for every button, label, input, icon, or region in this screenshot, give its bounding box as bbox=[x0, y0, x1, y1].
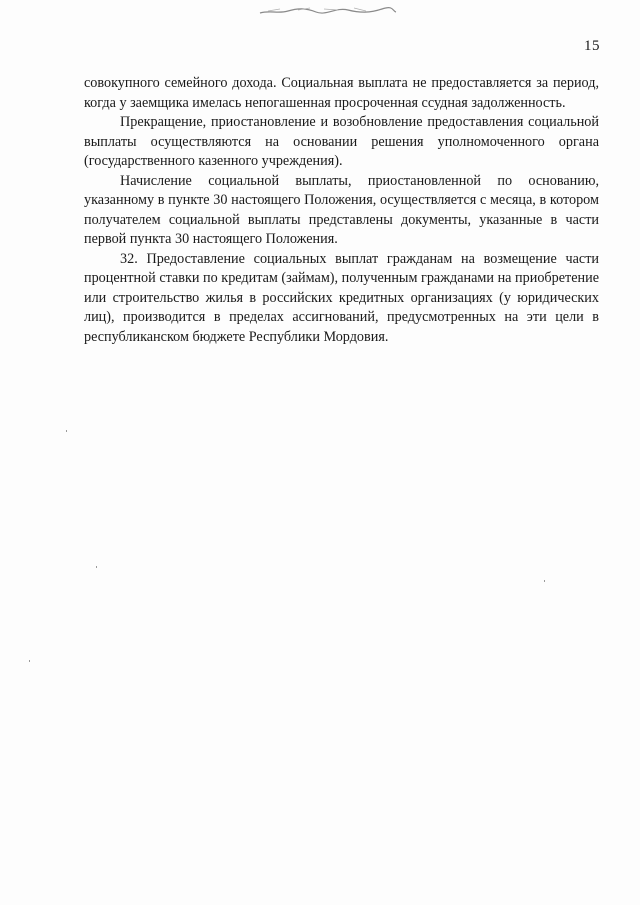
scan-speck bbox=[66, 430, 67, 432]
page-number: 15 bbox=[584, 38, 600, 54]
document-body bbox=[84, 74, 599, 347]
scan-speck bbox=[96, 566, 97, 568]
paragraph-termination: Прекращение, приостановление и возобновление предоставления социальной выплаты осуществляются на основании решения уполномоченного органа (государственного казенного учреждения). bbox=[84, 114, 599, 169]
paragraph-32: 32. Предоставление социальных выплат гражданам на возмещение части процентной ставки по кредитам (займам), полученным гражданами на приобретение или строительство жилья в российских кредитных организациях (у юридических лиц), производится в пределах ассигнований, предусмотренных на эти цели в республиканском бюджете Республики Мордовия. bbox=[84, 250, 599, 345]
paragraph-continuation: совокупного семейного дохода. Социальная выплата не предоставляется за период, когда у заемщика имелась непогашенная просроченная ссудная задолженность. bbox=[84, 75, 599, 111]
paragraph-accrual: Начисление социальной выплаты, приостановленной по основанию, указанному в пункте 30 настоящего Положения, осуществляется с месяца, в котором получателем социальной выплаты представлены документы, указанные в части первой пункта 30 настоящего Положения. bbox=[84, 172, 599, 247]
scan-speck bbox=[29, 660, 30, 662]
scan-speck bbox=[544, 580, 545, 582]
scan-artifact bbox=[258, 4, 398, 16]
